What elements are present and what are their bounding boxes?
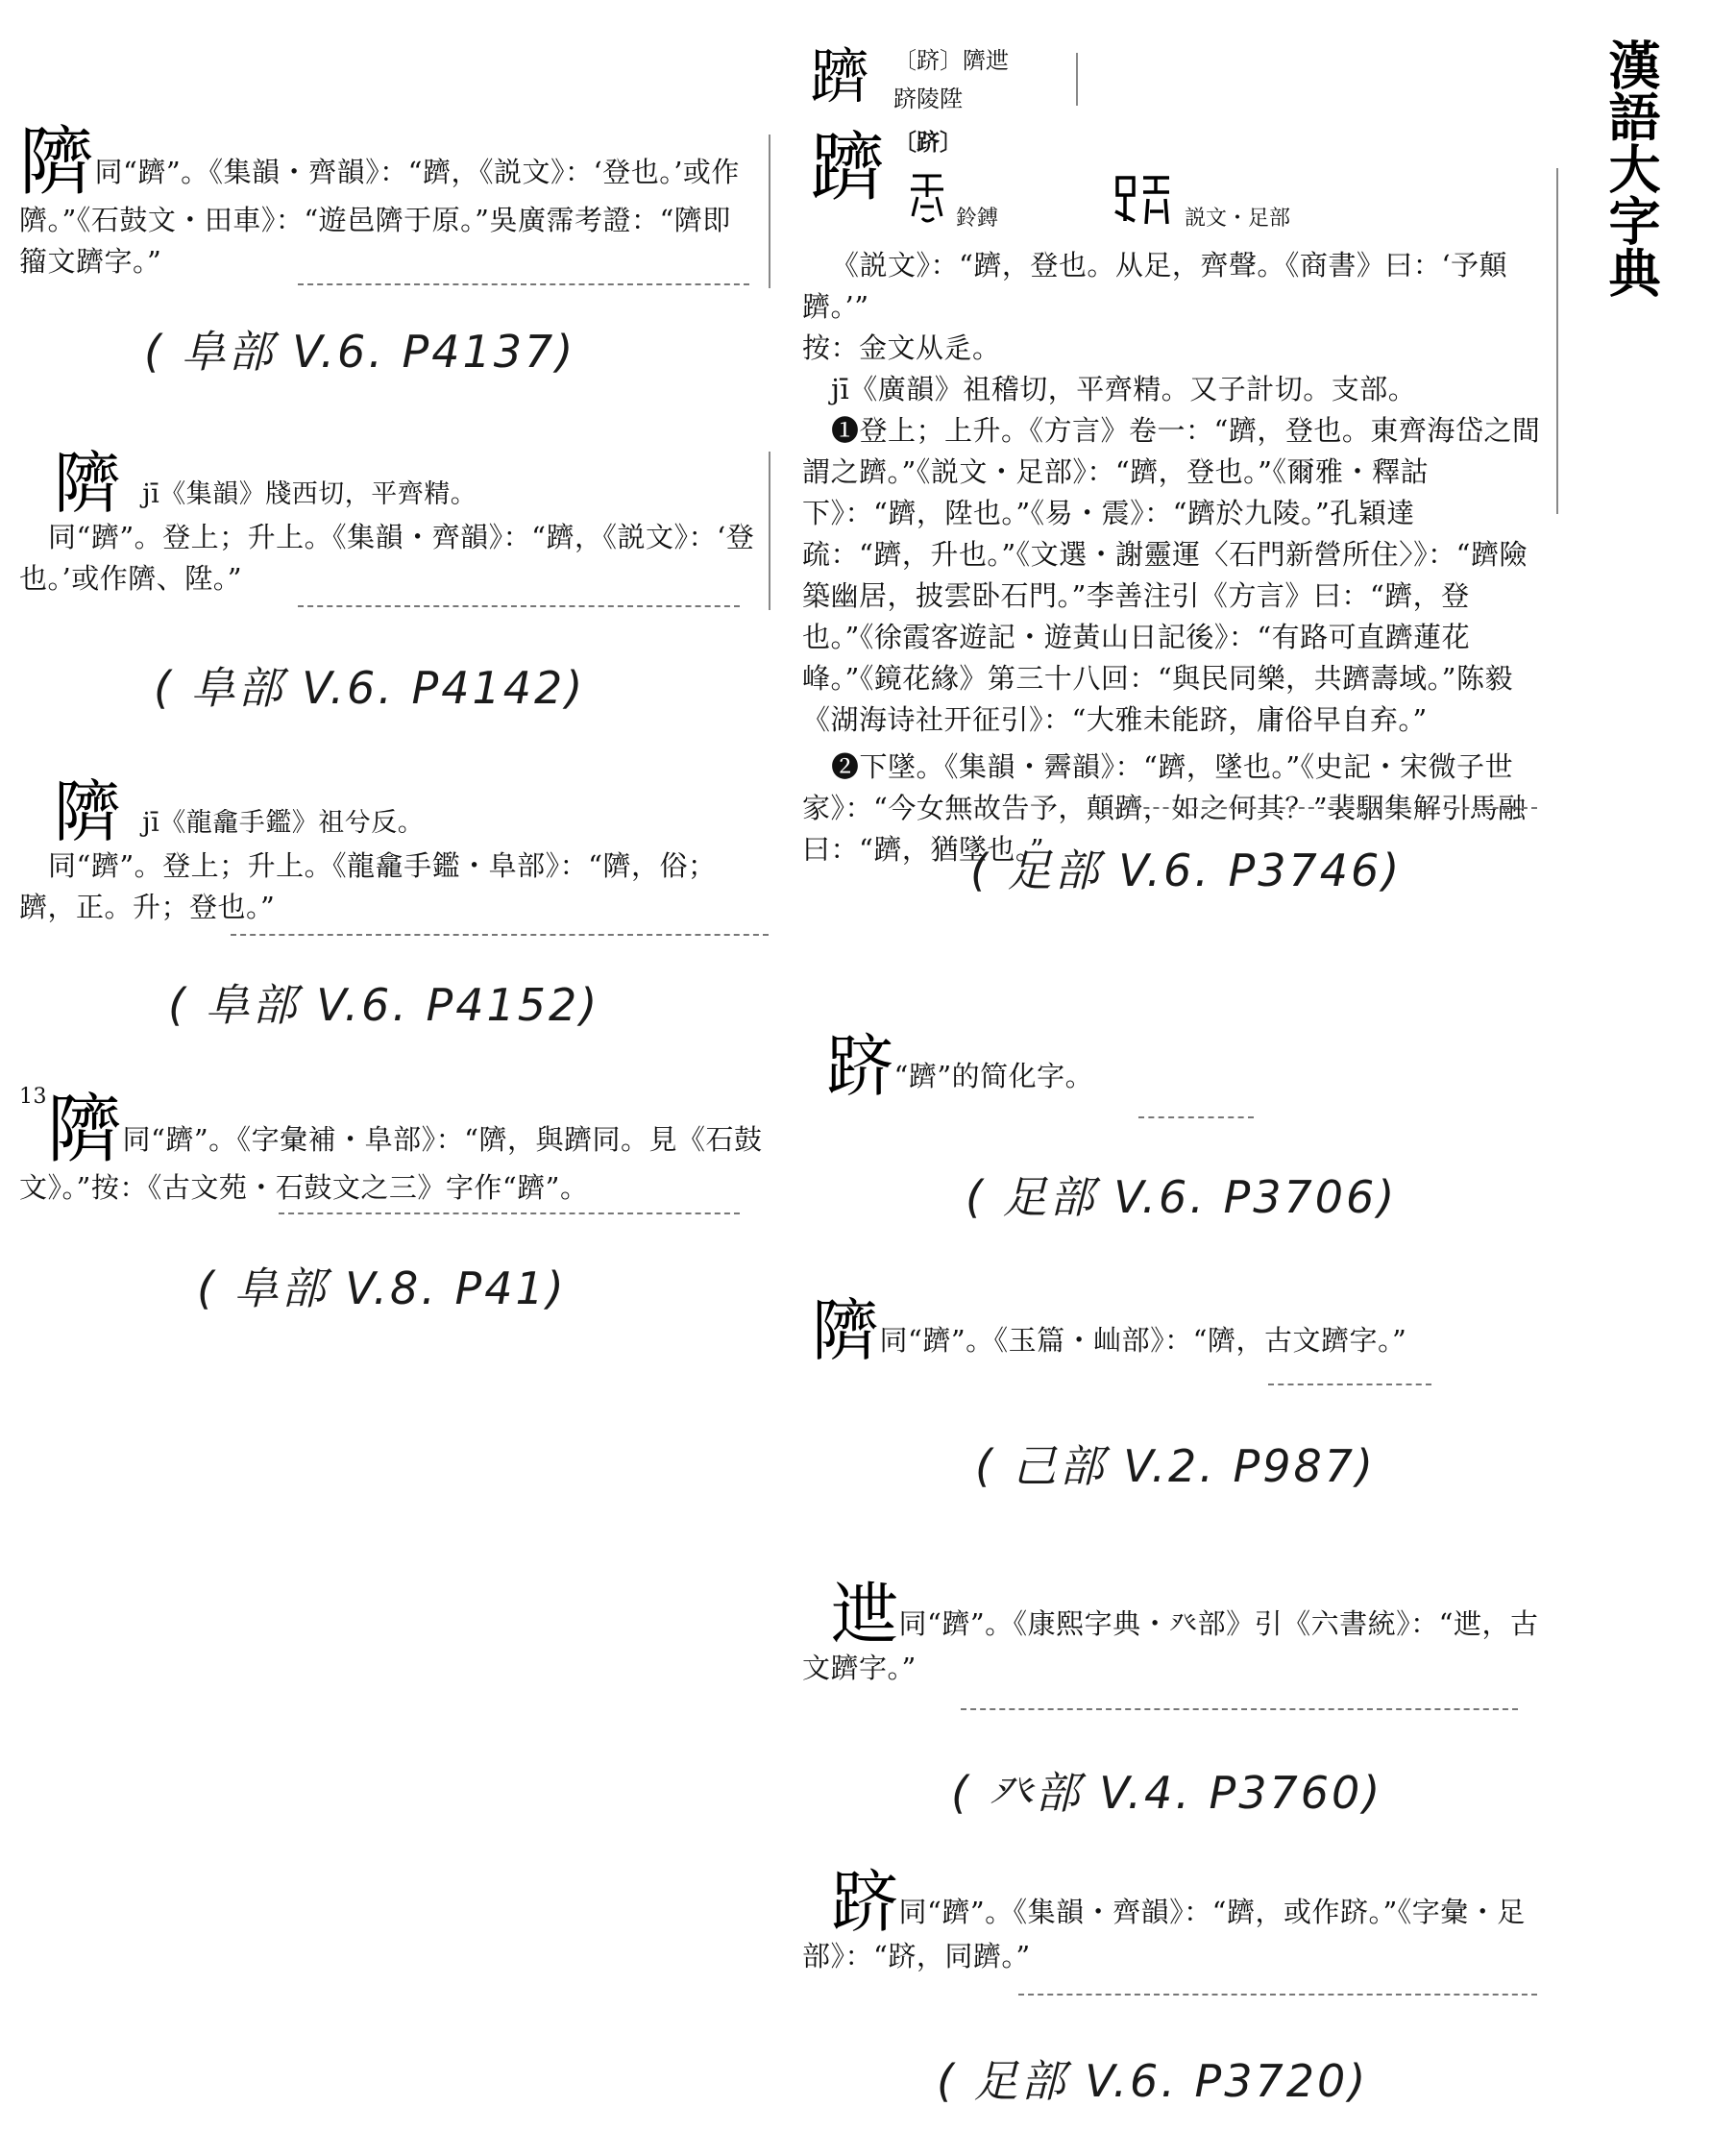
entry-left-2 <box>19 444 759 600</box>
divider <box>231 934 769 936</box>
divider <box>1138 1116 1254 1118</box>
stroke-count: 13 <box>19 1085 47 1109</box>
main-entry-body <box>802 245 1542 870</box>
divider <box>961 1708 1518 1710</box>
head-character: 迣 <box>831 1575 899 1653</box>
definition-text: 同“躋”。《玉篇・屾部》：“隮，古文躋字。” <box>879 1324 1407 1357</box>
handwritten-note: ( 阜部 V.6. P4152) <box>168 979 600 1031</box>
handwritten-note: ( 足部 V.6. P3746) <box>970 845 1403 896</box>
column-border <box>769 452 770 610</box>
head-character: 隮 <box>812 1291 880 1370</box>
handwritten-note: ( 癶部 V.4. P3760) <box>951 1767 1383 1819</box>
head-character: 跻 <box>826 1027 894 1106</box>
seal-script-glyph <box>903 168 951 226</box>
entry-body <box>802 1863 1542 1977</box>
handwritten-note: ( 阜部 V.6. P4137) <box>144 326 576 378</box>
entry-body <box>812 1291 1542 1370</box>
seal-label: 説文・足部 <box>1185 207 1291 231</box>
sense-2: ❷下墜。《集韻・霽韻》：“躋，墜也。”《史記・宋微子世家》：“今女無故告予，顛躋，如之何其？”裴駰集解引馬融曰：“躋，猶墜也。” <box>802 750 1527 866</box>
entry-body <box>19 444 759 523</box>
handwritten-note: ( 阜部 V.8. P41) <box>197 1262 567 1314</box>
header-character: 躋 <box>810 41 870 111</box>
main-head-character: 躋 <box>810 125 886 211</box>
entry-body <box>19 1076 769 1209</box>
head-character: 跻 <box>831 1863 899 1942</box>
definition-text: 同“躋”。《字彙補・阜部》：“隮，與躋同。見《石鼓文》。”按：《古文苑・石鼓文之三》字作“躋”。 <box>19 1123 763 1204</box>
seal-label: 鈴鎛 <box>956 207 999 231</box>
entry-right-2 <box>812 1291 1542 1370</box>
handwritten-note: ( 足部 V.6. P3720) <box>937 2055 1369 2107</box>
pronunciation: jī《龍龕手鑑》祖兮反。 <box>142 808 425 838</box>
divider <box>298 605 740 607</box>
divider <box>298 283 749 285</box>
header-variants: 跻陵陞 <box>893 86 963 112</box>
sense-1: ❶登上；上升。《方言》卷一：“躋，登也。東齊海岱之間謂之躋。”《説文・足部》：“躋，登也。”《爾雅・釋詁下》：“躋，陞也。”《易・震》：“躋於九陵。”孔穎達疏：“躋，升也。”《文選・謝靈運〈石門新營所住〉》：“躋險築幽居，披雲卧石門。”李善注引《方言》曰：“躋，登也。”《徐霞客遊記・遊黃山日記後》：“有路可直躋蓮花峰。”《鏡花緣》第三十八回：“與民同樂，共躋壽域。”陈毅《湖海诗社开征引》：“大雅未能跻，庸俗早自弃。” <box>802 414 1541 736</box>
seal-script-glyph <box>1110 168 1177 231</box>
definition-text: 同“躋”。《集韻・齊韻》：“躋，或作跻。”《字彙・足部》：“跻，同躋。” <box>802 1896 1526 1972</box>
handwritten-note: ( 阜部 V.6. P4142) <box>154 662 586 714</box>
header-box <box>802 43 1081 120</box>
entry-right-4 <box>802 1863 1542 1977</box>
entry-right-3 <box>802 1575 1542 1689</box>
head-character: 隮 <box>54 772 122 851</box>
head-character: 隮 <box>19 119 95 206</box>
definition-text: 同“躋”。登上；升上。《集韻・齊韻》：“躋，《説文》：‘登也。’或作隮、陞。” <box>19 521 755 595</box>
header-variants: 〔跻〕隮迣 <box>893 47 1009 74</box>
head-character: 隮 <box>54 444 122 523</box>
column-border <box>1556 168 1558 514</box>
box-border <box>1076 53 1078 106</box>
divider <box>1268 1384 1431 1385</box>
entry-left-1 <box>19 119 759 282</box>
head-character: 隮 <box>47 1087 123 1173</box>
column-border <box>769 135 770 288</box>
main-entry-head <box>802 125 1571 240</box>
definition-text: 同“躋”。登上；升上。《龍龕手鑑・阜部》：“隮，俗；躋，正。升；登也。” <box>19 849 717 923</box>
text-line: jī《廣韻》祖稽切，平齊精。又子計切。支部。 <box>831 373 1417 405</box>
book-title: 漢語大字典 <box>1601 38 1662 298</box>
handwritten-note: ( 己部 V.2. P987) <box>975 1440 1376 1492</box>
divider <box>279 1212 740 1214</box>
text-line: 《説文》：“躋，登也。从足，齊聲。《商書》曰：‘予顛躋。’” <box>802 249 1508 323</box>
text-line: 按：金文从辵。 <box>802 331 1001 364</box>
simplified-form: 〔跻〕 <box>893 128 963 156</box>
entry-body <box>19 119 759 282</box>
definition-text: 同“躋”。《康熙字典・癶部》引《六書統》：“迣，古文躋字。” <box>802 1607 1539 1684</box>
handwritten-note: ( 足部 V.6. P3706) <box>966 1171 1398 1223</box>
pronunciation: jī《集韻》牋西切，平齊精。 <box>142 479 477 509</box>
entry-left-3 <box>19 772 769 928</box>
entry-right-1 <box>826 1027 1537 1106</box>
divider <box>1105 807 1537 809</box>
definition-text: “躋”的简化字。 <box>893 1060 1094 1092</box>
entry-body <box>802 1575 1542 1689</box>
entry-body <box>19 772 769 851</box>
definition-text: 同“躋”。《集韻・齊韻》：“躋，《説文》：‘登也。’或作隮。”《石鼓文・田車》：“遊邑隮于原。”吳廣霈考證：“隮即籀文躋字。” <box>19 156 740 278</box>
entry-left-4 <box>19 1076 769 1209</box>
divider <box>1018 1994 1537 1996</box>
entry-body <box>826 1027 1537 1106</box>
